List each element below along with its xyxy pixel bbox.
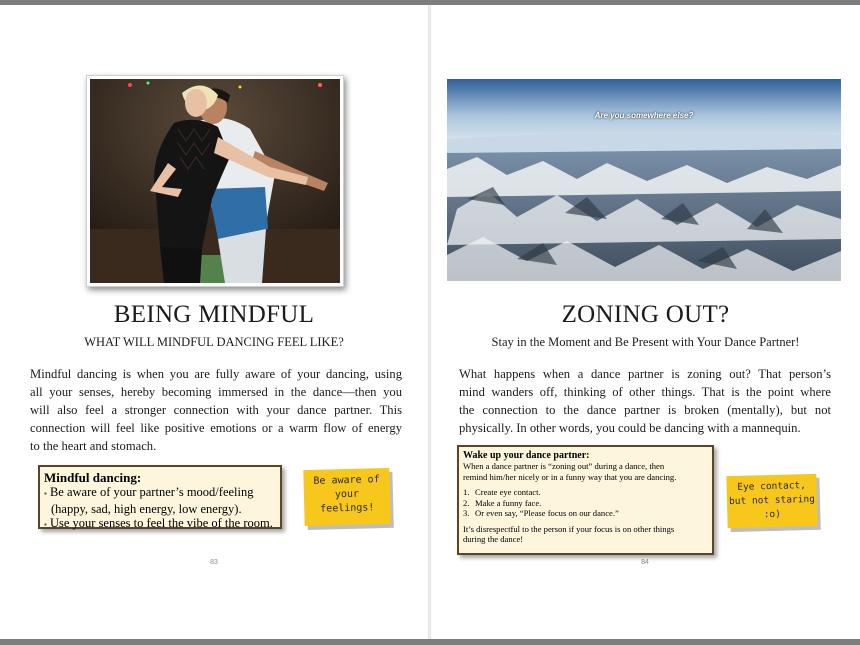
sticky-line: Be aware of	[313, 474, 380, 487]
sticky-line: :o)	[763, 508, 782, 521]
body-line: to the heart and stomach.	[30, 439, 157, 454]
sticky-note	[303, 468, 390, 526]
note-intro-line: When a dance partner is “zoning out” during a dance, then	[463, 461, 665, 471]
page-subtitle: Stay in the Moment and Be Present with Your Dance Partner!	[491, 335, 800, 349]
body-line: connection will feel like positive emotions or a warm flow of energy	[30, 421, 402, 436]
page-subtitle: WHAT WILL MINDFUL DANCING FEEL LIKE?	[84, 335, 344, 349]
right-page	[431, 5, 860, 639]
left-page	[0, 5, 428, 639]
note-heading: Mindful dancing:	[44, 470, 142, 485]
sticky-line: but not staring	[728, 493, 816, 508]
note-list	[44, 485, 276, 533]
page-number: 83	[210, 559, 218, 566]
note-item: ▪ Use your senses to feel the vibe of the room.	[44, 516, 273, 530]
photo-caption: Are you somewhere else?	[594, 111, 694, 120]
body-paragraph	[30, 365, 402, 455]
dance-photo-illustration	[90, 79, 340, 283]
note-item: (happy, sad, high energy, low energy).	[51, 501, 242, 516]
body-line: the connection to the dance partner is broken (mentally), but not	[459, 403, 831, 418]
note-step: 1. Create eye contact.	[463, 487, 541, 497]
note-intro-line: remind him/her nicely or in a funny way that you are dancing.	[463, 471, 677, 482]
note-outro-line: It’s disrespectful to the person if your focus is on other things	[463, 523, 675, 534]
body-line: all your senses, hereby becoming immersed in the dance—then you	[30, 385, 402, 400]
mountains-photo	[447, 79, 841, 281]
page-title: ZONING OUT?	[561, 301, 730, 328]
sticky-line: feelings!	[320, 502, 375, 515]
body-line: Mindful dancing is when you are fully aware of your dancing, using	[30, 367, 402, 381]
dance-photo-frame	[86, 75, 344, 287]
body-line: physically. In other words, you could be dancing with a mannequin.	[459, 421, 801, 436]
note-heading: Wake up your dance partner:	[463, 450, 590, 461]
body-paragraph	[459, 365, 831, 437]
body-line: will also feel a stronger connection with your dance partner. This	[30, 403, 402, 418]
sticky-line: Eye contact,	[737, 480, 807, 493]
note-outro-line: during the dance!	[463, 534, 524, 544]
note-item: ▪ Be aware of your partner’s mood/feeling	[44, 485, 254, 499]
mindful-dancing-note	[38, 465, 282, 529]
body-line: What happens when a dance partner is zoning out? That person’s	[459, 367, 831, 381]
sticky-line: your	[334, 488, 360, 501]
note-step: 2. Make a funny face.	[463, 497, 542, 508]
body-line: mind wanders off, thinking of other things. That is the point where	[459, 385, 831, 400]
page-title: BEING MINDFUL	[113, 301, 315, 328]
page-number: 84	[641, 559, 649, 566]
sticky-note	[726, 474, 817, 528]
mountains-illustration	[447, 79, 841, 281]
wake-up-note	[457, 445, 714, 555]
note-step: 3. Or even say, “Please focus on our dance.”	[463, 508, 619, 518]
dance-photo	[90, 79, 340, 283]
viewer-bottom-bar	[0, 639, 860, 645]
